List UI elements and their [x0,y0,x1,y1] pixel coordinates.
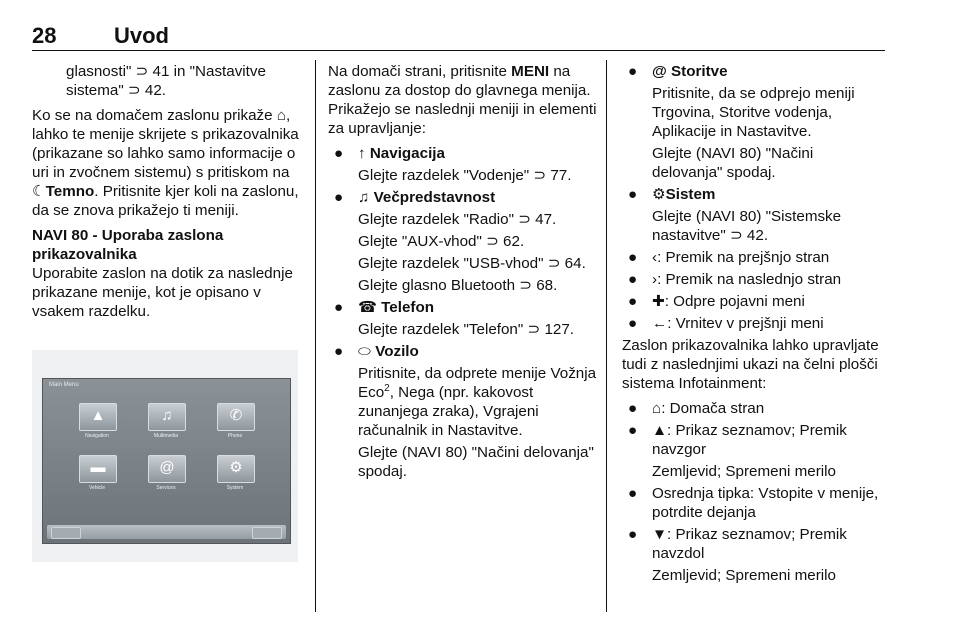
tile-label-multimedia: Multimedia [153,433,179,439]
item-vecpredstavnost: ● ♫ Večpredstavnost [334,189,496,206]
tile-label-system: System [226,485,244,491]
music-note-icon: ♫ [358,189,370,206]
music-icon: ♫ [161,407,173,424]
faceplate-paragraph: Zaslon prikazovalnika lahko upravljate tudi z naslednjimi ukazi na čelni plošči sistema Infotainment: [622,337,879,392]
item-next-page: ● ›: Premik na naslednjo stran [628,271,842,288]
page-title: Uvod [114,23,169,48]
column-2: Na domači strani, pritisnite MENI na zaslonu za dostop do glavnega menija. Prikažejo se naslednji meniji in elementi za upravljanje: ● ↑ Navigacija Glejte razdelek "Vodenje" ⊃ 77. ● ♫ Večpredstavnost Glejte razdelek "Radio" ⊃ 47. Glejte "AUX-vhod" ⊃ 62. Glejte razdelek "USB-vhod" ⊃ 64. Glejte glasno Bluetooth ⊃ 68. ● ☎ Telefon Glejte razdelek "Telefon" ⊃ 127. ● ⬭ Vozilo Pritisnite, da odprete menije Vožnja Eco$^2$, Nega (npr. kakovost zunanjega zraka), Vgrajeni računalnik in Nastavitve. Glejte (NAVI 80) "Načini delovanja" spodaj. [328,63,597,480]
at-icon: @ [159,459,175,476]
tile-services [148,455,186,483]
screenshot-menu-button [252,527,282,539]
vozilo-description: Pritisnite, da odprete menije Vožnja Eco$^2$, Nega (npr. kakovost zunanjega zraka), Vgrajeni računalnik in Nastavitve. [358,365,597,439]
control-home: ● ⌂: Domača stran [628,400,765,417]
item-vozilo: ● ⬭ Vozilo [334,343,419,360]
screenshot-bottom-bar [47,525,286,539]
navigation-icon: ▲ [90,407,106,424]
column-divider-2 [606,60,607,612]
tile-vehicle [79,455,117,483]
menu-intro-paragraph: Na domači strani, pritisnite MENI na zaslonu za dostop do glavnega menija. Prikažejo se naslednji meniji in elementi za upravljanje: [328,63,597,137]
screenshot-back-button [51,527,81,539]
hide-menus-paragraph: Ko se na domačem zaslonu prikaže ⌂, lahko te menije skrijete s prikazovalnika (prikazane so lahko samo informacije o uri in zvočnem sistemu) s pritiskom na ☾Temno. Pritisnite kjer koli na zaslonu, da se znova prikažejo ti meniji. [32,107,299,219]
tile-navigation [79,403,117,431]
down-triangle-icon: ▼ [652,526,668,543]
up-triangle-icon: ▲ [652,422,668,439]
control-down: ● ▼: Prikaz seznamov; Premik navzdol [628,526,847,562]
page-number: 28 [32,23,57,48]
item-prev-page: ● ‹: Premik na prejšnjo stran [628,249,830,266]
car-icon: ⬭ [358,343,371,360]
car-icon: ▬ [90,459,106,476]
main-menu-screenshot [32,350,298,562]
tile-multimedia [148,403,186,431]
column-3: ● @ Storitve Pritisnite, da se odprejo meniji Trgovina, Storitve vodenja, Aplikacije in Nastavitve. Glejte (NAVI 80) "Načini delovanja" spodaj. ● ⚙Sistem Glejte (NAVI 80) "Sistemske nastavitve" ⊃ 42. ● ‹: Premik na prejšnjo stran ● ›: Premik na naslednjo stran ● ✚: Odpre pojavni meni ● ←: Vrnitev v prejšnji meni Zaslon prikazovalnika lahko upravljate tudi z naslednjimi ukazi na čelni plošči sistema Infotainment: ● ⌂: Domača stran ● ▲: Prikaz seznamov; Premik navzgor Zemljevid; Spremeni merilo ● Osrednja tipka: Vstopite v menije, potrdite dejanja ● ▼: Prikaz seznamov; Premik navzdol Zemljevid; Spremeni merilo [622,62,887,588]
tile-label-services: Services [156,485,176,491]
touchscreen-paragraph: Uporabite zaslon na dotik za naslednje prikazane menije, kot je opisano v vsakem razdelku. [32,265,293,320]
tile-system [217,455,255,483]
control-center: ● Osrednja tipka: Vstopite v menije, potrdite dejanja [628,485,879,521]
chevron-right-icon: › [652,271,658,288]
home-icon: ⌂ [276,107,287,124]
column-1 [32,62,307,327]
plus-icon: ✚ [652,293,665,310]
chevron-left-icon: ‹ [652,249,658,266]
meni-keyword: MENI [511,63,550,80]
tile-label-vehicle: Vehicle [88,485,106,491]
moon-icon: ☾ [32,183,46,200]
section-heading: NAVI 80 - Uporaba zaslona prikazovalnika [32,227,224,263]
screenshot-screen [42,378,291,544]
header-divider [32,50,885,51]
navigation-arrow-icon: ↑ [358,145,366,162]
home-icon: ⌂ [652,400,662,417]
screenshot-title: Main Menu [49,382,79,388]
gear-icon: ⚙ [652,186,666,203]
gear-icon: ⚙ [229,459,243,476]
tile-phone [217,403,255,431]
item-back: ● ←: Vrnitev v prejšnji meni [628,315,824,332]
item-navigacija: ● ↑ Navigacija [334,145,445,162]
intro-continuation: glasnosti" ⊃ 41 in "Nastavitve sistema" ⊃ 42. [66,63,266,99]
tile-label-phone: Phone [227,433,243,439]
item-sistem: ● ⚙Sistem [628,186,716,203]
phone-icon: ☎ [358,299,377,316]
item-storitve: ● @ Storitve [628,63,728,80]
page-header [32,24,928,48]
column-divider-1 [315,60,316,612]
control-up: ● ▲: Prikaz seznamov; Premik navzgor [628,422,847,458]
tile-label-navigation: Navigation [85,433,109,439]
back-arrow-icon: ← [652,315,668,332]
item-popup-menu: ● ✚: Odpre pojavni meni [628,293,805,310]
item-telefon: ● ☎ Telefon [334,299,435,316]
phone-icon: ✆ [229,407,243,424]
